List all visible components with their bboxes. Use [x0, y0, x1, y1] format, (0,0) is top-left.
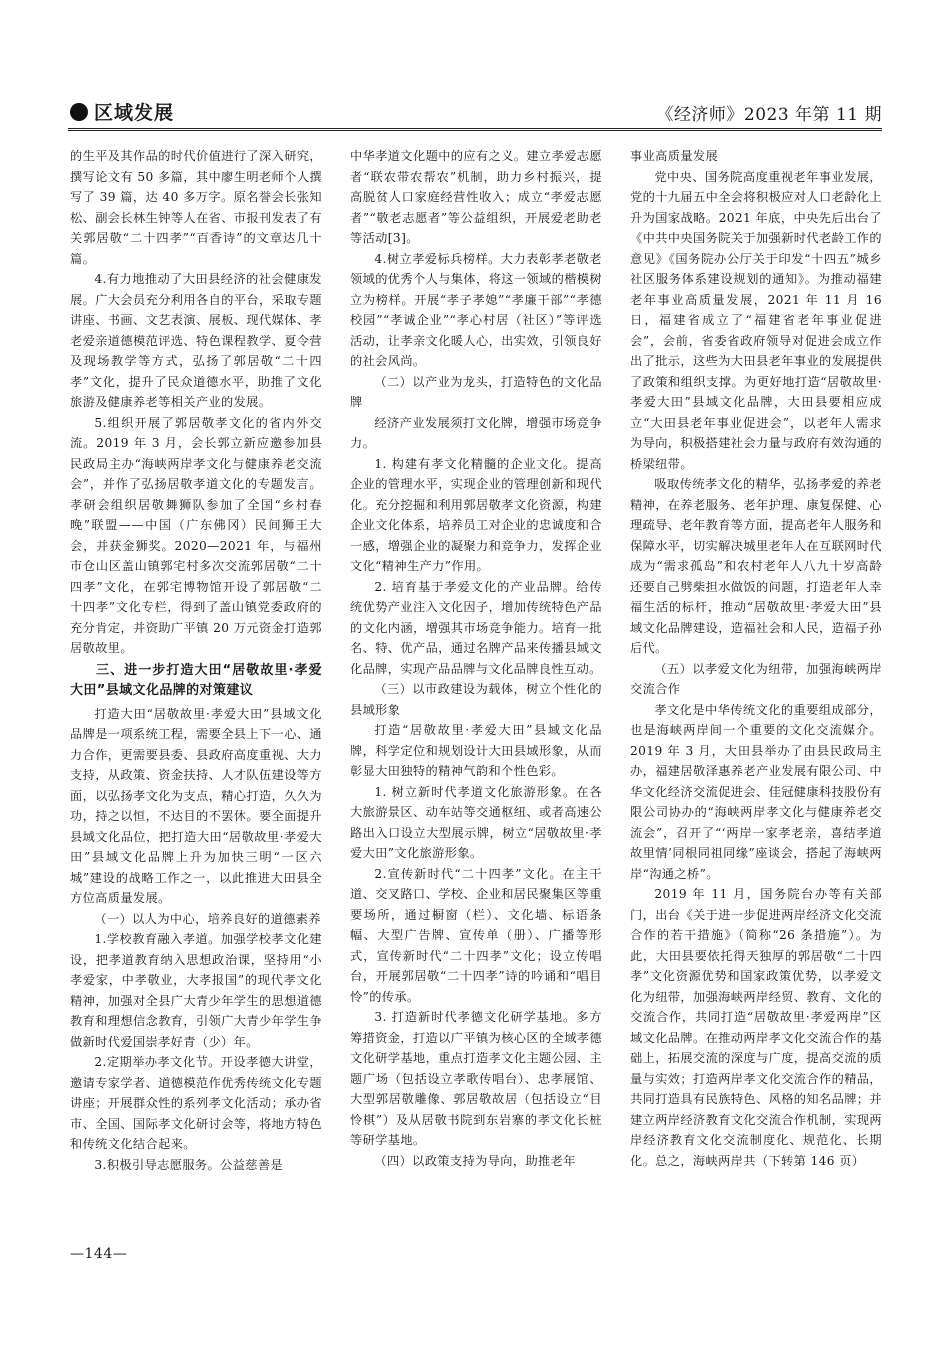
- paragraph: 2. 培育基于孝爱文化的产业品牌。给传统优势产业注入文化因子，增加传统特色产品的文化内涵，增强其市场竞争能力。培育一批名、特、优产品，通过名牌产品来传播县域文化品牌，实现产品品牌与文化品牌良性互动。: [350, 579, 602, 676]
- header-rule: [68, 128, 882, 131]
- paragraph: 孝文化是中华传统文化的重要组成部分，也是海峡两岸间一个重要的文化交流媒介。2019 年 3 月，大田县举办了由县民政局主办，福建居敬泽惠养老产业发展有限公司、中华文化经济交流促进会、佳冠健康科技股份有限公司协办的“海峡两岸孝文化与健康养老交流会”，召开了“‘两岸一家孝老亲，喜结孝道故里情’同根同祖同缘”座谈会，搭起了海峡两岸“沟通之桥”。: [630, 702, 882, 881]
- paragraph: 2.宣传新时代“二十四孝”文化。在主干道、交叉路口、学校、企业和居民聚集区等重要场所，通过橱窗（栏）、文化墙、标语条幅、大型广告牌、宣传单（册）、广播等形式，宣传新时代“二十四孝”文化；设立传唱台，开展郭居敬“二十四孝”诗的吟诵和“唱目怜”的传承。: [350, 866, 602, 1004]
- journal-issue: 《经济师》2023 年第 11 期: [656, 105, 882, 125]
- section-title: 区域发展: [94, 102, 175, 124]
- paragraph: 1.学校教育融入孝道。加强学校孝文化建设，把孝道教育纳入思想政治课，坚持用“小孝爱家，中孝敬业，大孝报国”的现代孝文化精神，加强对全县广大青少年学生的思想道德教育和理想信念教育，引领广大青少年学生争做新时代爱国崇孝好青（少）年。: [70, 932, 322, 1049]
- paragraph: 的生平及其作品的时代价值进行了深入研究，撰写论文有 50 多篇，其中廖生明老师个人撰写了 39 篇，达 40 多万字。原名誉会长张知松、副会长林生钟等人在省、市报刊发表了有关郭居敬“二十四孝”“百香诗”的文章达几十篇。: [70, 149, 322, 266]
- paragraph: 3.积极引导志愿服务。公益慈善是: [94, 1157, 284, 1172]
- paragraph: 1. 树立新时代孝道文化旅游形象。在各大旅游景区、动车站等交通枢纽、或者高速公路出入口设立大型展示牌，树立“居敬故里·孝爱大田”文化旅游形象。: [350, 784, 602, 860]
- section-header: [70, 98, 174, 125]
- paragraph: 4.树立孝爱标兵榜样。大力表彰孝老敬老领域的优秀个人与集体，将这一领域的楷模树立为榜样。开展“孝子孝媳”“孝廉干部”“孝德校园”“孝诚企业”“孝心村居（社区）”等评选活动，让孝亲文化暖人心，出实效，引领良好的社会风尚。: [350, 251, 602, 368]
- page-number: —144—: [70, 1246, 128, 1262]
- text-column-3: [630, 146, 882, 1236]
- paragraph: （四）以政策支持为导向，助推老年: [374, 1153, 576, 1168]
- paragraph: （二）以产业为龙头，打造特色的文化品牌: [350, 374, 602, 409]
- paragraph: 打造“居敬故里·孝爱大田”县域文化品牌，科学定位和规划设计大田县域形象，从而彰显大田独特的精神气韵和个性色彩。: [350, 723, 602, 778]
- paragraph: 1. 构建有孝文化精髓的企业文化。提高企业的管理水平，实现企业的管理创新和现代化。充分挖掘和利用郭居敬孝文化资源，构建企业文化体系，培养员工对企业的忠诚度和合一感，增强企业的凝聚力和竞争力，发挥企业文化“精神生产力”作用。: [350, 456, 602, 573]
- paragraph: 吸取传统孝文化的精华，弘扬孝爱的养老精神，在养老服务、老年护理、康复保健、心理疏导、老年教育等方面，提高老年人服务和保障水平，切实解决城里老年人在互联网时代成为“需求孤岛”和农村老年人八九十岁高龄还要自己劈柴担水做饭的问题，打造老年人幸福生活的标杆，推动“居敬故里·孝爱大田”县域文化品牌建设，造福社会和人民，造福子孙后代。: [630, 477, 882, 655]
- paragraph: 中华孝道文化题中的应有之义。建立孝爱志愿者“联农带农帮农”机制，助力乡村振兴，提高脱贫人口家庭经营性收入；成立“孝爱志愿者”“敬老志愿者”等公益组织，开展爱老助老等活动[3]。: [350, 149, 602, 245]
- paragraph: 5.组织开展了郭居敬孝文化的省内外交流。2019 年 3 月，会长郭立新应邀参加县民政局主办“海峡两岸孝文化与健康养老交流会”，并作了弘扬居敬孝道文化的专题发言。孝研会组织居敬舞狮队参加了全国“乡村春晚”联盟——中国（广东佛冈）民间狮王大会，并获金狮奖。2020—2021 年，与福州市仓山区盖山镇郭宅村多次交流郭居敬“二十四孝”文化，在郭宅博物馆开设了郭居敬“二十四孝”文化专栏，得到了盖山镇党委政府的充分肯定，并资助广平镇 20 万元资金打造郭居敬故里。: [70, 415, 322, 655]
- paragraph: 4.有力地推动了大田县经济的社会健康发展。广大会员充分利用各自的平台，采取专题讲座、书画、文艺表演、展板、现代媒体、孝老爱亲道德模范评选、特色课程教学、夏令营及现场教学等方式，弘扬了郭居敬“二十四孝”文化，提升了民众道德水平，助推了文化旅游及健康养老等相关产业的发展。: [70, 272, 322, 409]
- paragraph: （一）以人为中心，培养良好的道德素养: [94, 911, 321, 926]
- paragraph: 2.定期举办孝文化节。开设孝德大讲堂，邀请专家学者、道德模范作优秀传统文化专题讲座；开展群众性的系列孝文化活动；承办省市、全国、国际孝文化研讨会等，将地方特色和传统文化结合起来。: [70, 1055, 322, 1151]
- bullet-dot-icon: [70, 103, 88, 121]
- paragraph: 党中央、国务院高度重视老年事业发展，党的十九届五中全会将积极应对人口老龄化上升为国家战略。2021 年底，中央先后出台了《中共中央国务院关于加强新时代老龄工作的意见》《国务院办公厅关于印发“十四五”城乡社区服务体系建设规划的通知》。为推动福建老年事业高质量发展，2021 年 11 月 16 日，福建省成立了“福建省老年事业促进会”，会前，省委省政府领导对促进会成立作出了批示，这些为大田县老年事业的发展提供了政策和组织支撑。为更好地打造“居敬故里·孝爱大田”县域文化品牌，大田县要相应成立“大田县老年事业促进会”，以老年人需求为导向，积极搭建社会力量与政府有效沟通的桥梁纽带。: [630, 169, 882, 471]
- paragraph: （三）以市政建设为载体，树立个性化的县域形象: [350, 682, 602, 717]
- paragraph: 3. 打造新时代孝德文化研学基地。多方筹措资金，打造以广平镇为核心区的全域孝德文化研学基地，重点打造孝文化主题公园、主题广场（包括设立孝歌传唱台）、忠孝展馆、大型郭居敬雕像、郭居敬故居（包括设立“目怜棋”）及从居敬书院到东岩寨的孝文化长桩等研学基地。: [350, 1010, 602, 1147]
- paragraph: 2019 年 11 月，国务院台办等有关部门，出台《关于进一步促进两岸经济文化交流合作的若干措施》（简称“26 条措施”）。为此，大田县要依托得天独厚的郭居敬“二十四孝”文化资源优势和国家政策优势，以孝爱文化为纽带，加强海峡两岸经贸、教育、文化的交流合作，共同打造“居敬故里·孝爱两岸”区域文化品牌。在推动两岸孝文化交流合作的基础上，拓展交流的深度与广度，提高交流的质量与实效；打造两岸孝文化交流合作的精品，共同打造具有民族特色、风格的知名品牌；并建立两岸经济教育文化交流合作机制，实现两岸经济教育文化交流制度化、规范化、长期化。总之，海峡两岸共（下转第 146 页）: [630, 887, 882, 1168]
- paragraph: 事业高质量发展: [630, 149, 719, 163]
- text-column-1: [70, 146, 322, 1236]
- text-column-2: [350, 146, 602, 1236]
- paragraph: 打造大田“居敬故里·孝爱大田”县域文化品牌是一项系统工程，需要全县上下一心、通力合作，更需要县委、县政府高度重视、大力支持，从政策、资金扶持、人才队伍建设等方面，以弘扬孝文化为支点，精心打造，久久为功，持之以恒，不达目的不罢休。要全面提升县域文化品位，把打造大田“居敬故里·孝爱大田”县域文化品牌上升为加快三明“一区六城”建设的战略工作之一，以此推进大田县全方位高质量发展。: [70, 706, 322, 905]
- paragraph: 经济产业发展须打文化牌，增强市场竞争力。: [350, 415, 602, 450]
- paragraph: （五）以孝爱文化为纽带，加强海峡两岸交流合作: [630, 661, 882, 696]
- section-heading: 三、进一步打造大田“居敬故里·孝爱大田”县域文化品牌的对策建议: [70, 662, 322, 698]
